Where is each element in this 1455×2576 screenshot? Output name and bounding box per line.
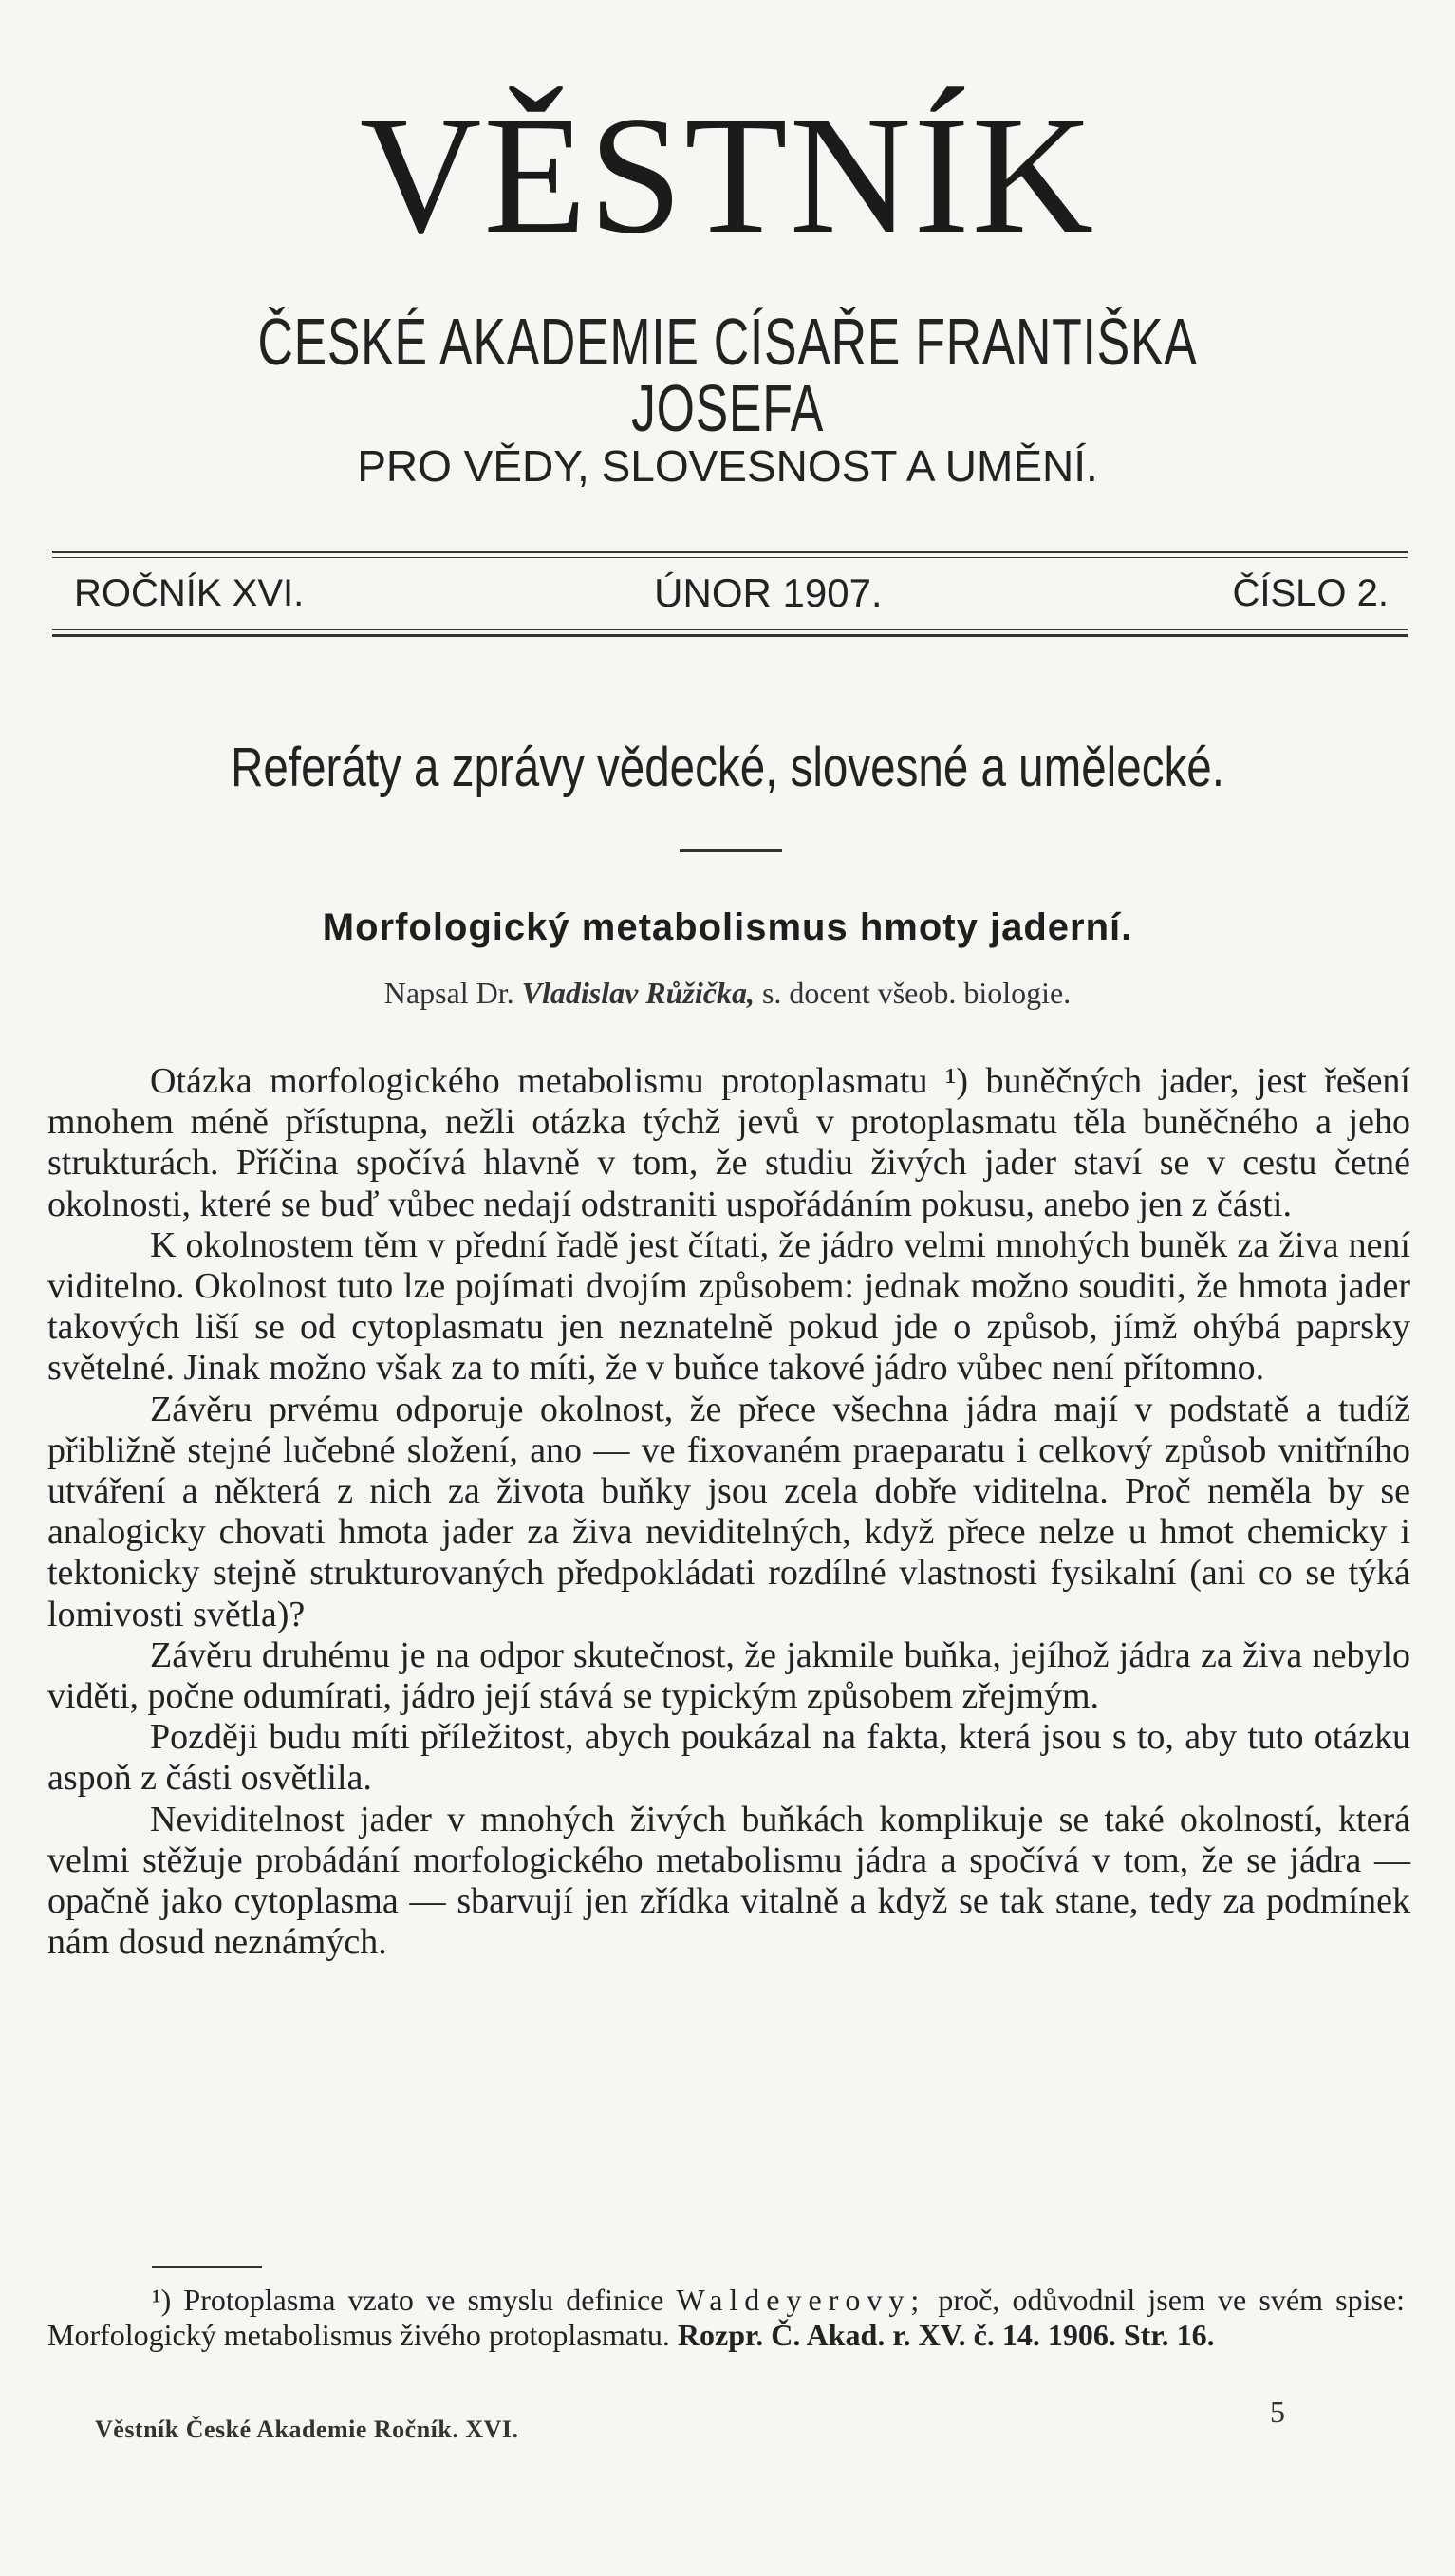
issue-date: ÚNOR 1907. xyxy=(654,570,883,615)
issue-volume: ROČNÍK XVI. xyxy=(74,571,305,614)
header-rule-top-thin xyxy=(52,557,1408,558)
paragraph: Závěru prvému odporuje okolnost, že přece všechna jádra mají v podstatě a tudíž přibližně stejné lučebné složení, ano — ve fixovaném praeparatu i celkový způsob vnitřního utváření a některá z nich za života buňky jsou zcela dobře viditelna. Proč neměla by se analogicky chovati hmota jader za živa neviditelných, když přece nelze u hmot chemicky i tektonicky stejně strukturovaných předpokládati rozdílné vlastnosti fysikalní (ani co se týká lomivosti světla)? xyxy=(47,1389,1410,1634)
masthead-title: VĚSTNÍK xyxy=(359,81,1096,269)
article-byline xyxy=(0,976,1455,1011)
footnote-rule xyxy=(152,2266,262,2268)
footer-journal: Věstník České Akademie Ročník. XVI. xyxy=(95,2416,519,2443)
masthead-subtitle: PRO VĚDY, SLOVESNOST A UMĚNÍ. xyxy=(357,441,1098,491)
footnote-name: Waldeyerovy; xyxy=(676,2283,926,2317)
paragraph: Otázka morfologického metabolismu protoplasmatu ¹) buněčných jader, jest řešení mnohem méně přístupna, nežli otázka týchž jevů v protoplasmatu těla buněčného a jeho strukturách. Příčina spočívá hlavně v tom, že studiu živých jader staví se v cestu četné okolnosti, které se buď vůbec nedají odstraniti uspořádáním pokusu, anebo jen z části. xyxy=(47,1061,1410,1224)
header-rule-bottom-thin xyxy=(52,629,1408,630)
header-rule-bottom xyxy=(52,634,1408,637)
issue-number: ČÍSLO 2. xyxy=(1232,571,1389,614)
footnote xyxy=(47,2283,1405,2353)
author-name: Vladislav Růžička, xyxy=(521,976,755,1010)
footnote-reference: Rozpr. Č. Akad. r. XV. č. 14. 1906. Str. 16. xyxy=(677,2318,1215,2352)
footnote-lead: ¹) Protoplasma vzato ve smyslu definice xyxy=(152,2283,664,2317)
academy-name: ČESKÉ AKADEMIE CÍSAŘE FRANTIŠKA JOSEFA xyxy=(257,305,1198,445)
issue-info-row xyxy=(74,569,1389,617)
header-rule-top xyxy=(52,551,1408,553)
paragraph: K okolnostem těm v přední řadě jest čítati, že jádro velmi mnohých buněk za živa není viditelno. Okolnost tuto lze pojímati dvojím způsobem: jednak možno souditi, že hmota jader takových liší se od cytoplasmatu jen neznatelně pokud jde o způsob, jímž ohýbá paprsky světelné. Jinak možno však za to míti, že v buňce takové jádro vůbec není přítomno. xyxy=(47,1224,1410,1389)
section-heading: Referáty a zprávy vědecké, slovesné a umělecké. xyxy=(231,737,1224,798)
page-number: 5 xyxy=(1270,2395,1285,2429)
section-divider xyxy=(680,849,782,852)
footnote-text: proč, odůvodnil jsem ve svém spise: Morfologický metabolismus živého protoplasmatu. xyxy=(47,2283,1406,2352)
byline-prefix: Napsal Dr. xyxy=(383,976,514,1010)
byline-suffix: s. docent všeob. biologie. xyxy=(761,976,1072,1010)
paragraph: Později budu míti příležitost, abych poukázal na fakta, která jsou s to, aby tuto otázku aspoň z části osvětlila. xyxy=(47,1717,1410,1799)
article-body xyxy=(47,1061,1410,1963)
article-title: Morfologický metabolismus hmoty jaderní. xyxy=(322,906,1133,948)
paragraph: Neviditelnost jader v mnohých živých buňkách komplikuje se také okolností, která velmi stěžuje probádání morfologického metabolismu jádra a spočívá v tom, že se jádra — opačně jako cytoplasma — sbarvují jen zřídka vitalně a když se tak stane, tedy za podmínek nám dosud neznámých. xyxy=(47,1799,1410,1963)
paragraph: Závěru druhému je na odpor skutečnost, že jakmile buňka, jejíhož jádra za živa nebylo viděti, počne odumírati, jádro její stává se typickým způsobem zřejmým. xyxy=(47,1634,1410,1717)
